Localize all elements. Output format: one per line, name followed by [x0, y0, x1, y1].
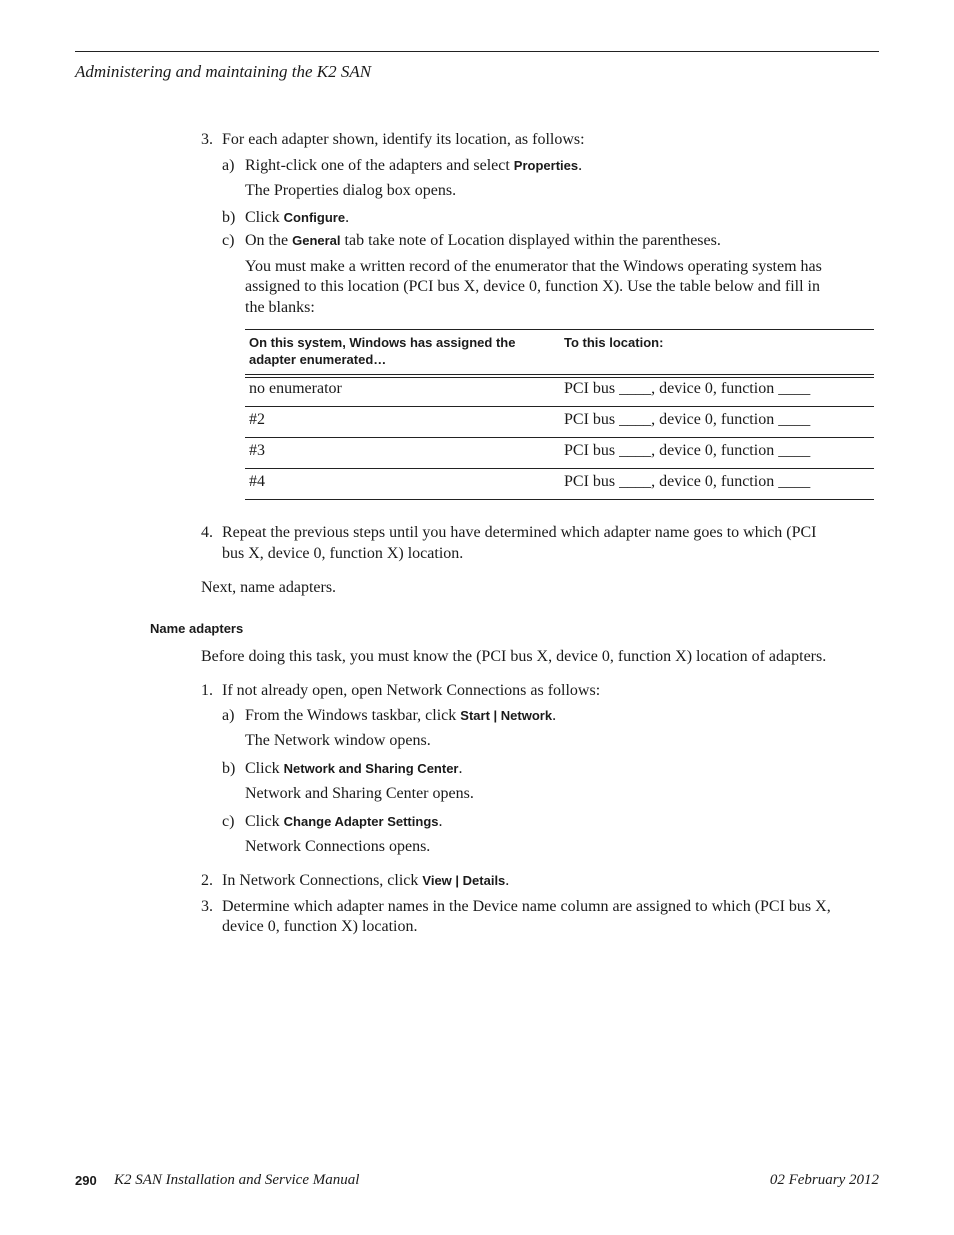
ui-properties: Properties [513, 158, 579, 173]
na-step-1a-text: From the Windows taskbar, click Start | Network. [245, 707, 557, 724]
section-intro: Before doing this task, you must know the (PCI bus X, device 0, function X) location of adapters. [201, 648, 827, 665]
table-row-1-location: PCI bus ____, device 0, function ____ [564, 380, 811, 397]
ui-view-details: View | Details [422, 873, 506, 888]
note-line-3: the blanks: [245, 299, 315, 316]
table-header-col1 [249, 334, 515, 368]
table-row-3-enumerator: #3 [249, 442, 265, 459]
header-rule [75, 51, 879, 52]
table-row-rule [245, 406, 874, 407]
step-3a-text: Right-click one of the adapters and select Properties. [245, 157, 583, 174]
publication-date: 02 February 2012 [769, 1172, 879, 1188]
step-4-line-1: Repeat the previous steps until you have determined which adapter name goes to which (PCI [222, 524, 817, 541]
ui-change-adapter-settings: Change Adapter Settings [283, 814, 439, 829]
next-text: Next, name adapters. [201, 579, 337, 596]
na-step-1b-text: Click Network and Sharing Center. [245, 760, 463, 777]
table-header-col1-line2: adapter enumerated… [249, 352, 387, 367]
na-step-1c-text: Click Change Adapter Settings. [245, 813, 443, 830]
na-step-1a-letter: a) [222, 707, 235, 724]
table-row-2-enumerator: #2 [249, 411, 265, 428]
na-step-1b-letter: b) [222, 760, 236, 777]
na-step-1b-result: Network and Sharing Center opens. [245, 785, 474, 802]
na-step-3-number: 3. [201, 898, 213, 915]
table-row-rule [245, 437, 874, 438]
na-step-3-line-1: Determine which adapter names in the Device name column are assigned to which (PCI bus X, [222, 898, 831, 915]
step-3-number: 3. [201, 131, 213, 148]
table-row-1-enumerator: no enumerator [249, 380, 342, 397]
manual-title: K2 SAN Installation and Service Manual [114, 1172, 360, 1188]
table-row-3-location: PCI bus ____, device 0, function ____ [564, 442, 811, 459]
table-header-rule-1 [245, 374, 874, 375]
step-3b-text: Click Configure. [245, 209, 350, 226]
table-header-rule-2 [245, 377, 874, 378]
ui-start-network: Start | Network [460, 708, 553, 723]
na-step-3-line-2: device 0, function X) location. [222, 918, 418, 935]
table-row-4-location: PCI bus ____, device 0, function ____ [564, 473, 811, 490]
table-row-4-enumerator: #4 [249, 473, 265, 490]
table-row-2-location: PCI bus ____, device 0, function ____ [564, 411, 811, 428]
page-number: 290 [75, 1173, 97, 1188]
na-step-1a-result: The Network window opens. [245, 732, 431, 749]
na-step-1c-result: Network Connections opens. [245, 838, 431, 855]
table-top-rule [245, 329, 874, 330]
step-3b-letter: b) [222, 209, 236, 226]
ui-network-sharing-center: Network and Sharing Center [283, 761, 459, 776]
step-3c-text: On the General tab take note of Location displayed within the parentheses. [245, 232, 721, 249]
ui-configure: Configure [283, 210, 346, 225]
step-3a-letter: a) [222, 157, 235, 174]
table-header-col1-line1: On this system, Windows has assigned the [249, 335, 516, 350]
table-row-rule [245, 468, 874, 469]
step-3c-letter: c) [222, 232, 235, 249]
note-line-2: assigned to this location (PCI bus X, device 0, function X). Use the table below and fill in [245, 278, 820, 295]
table-bottom-rule [245, 499, 874, 500]
na-step-1-number: 1. [201, 682, 213, 699]
table-header-col2: To this location: [564, 335, 664, 350]
note-line-1: You must make a written record of the enumerator that the Windows operating system has [245, 258, 822, 275]
na-step-2-number: 2. [201, 872, 213, 889]
section-heading: Name adapters [150, 621, 244, 636]
step-4-line-2: bus X, device 0, function X) location. [222, 545, 464, 562]
ui-general: General [292, 233, 341, 248]
step-3-text: For each adapter shown, identify its location, as follows: [222, 131, 585, 148]
step-3a-result: The Properties dialog box opens. [245, 182, 457, 199]
running-title: Administering and maintaining the K2 SAN [75, 62, 372, 81]
na-step-1c-letter: c) [222, 813, 235, 830]
step-4-number: 4. [201, 524, 213, 541]
na-step-2-text: In Network Connections, click View | Details. [222, 872, 510, 889]
na-step-1-text: If not already open, open Network Connections as follows: [222, 682, 601, 699]
